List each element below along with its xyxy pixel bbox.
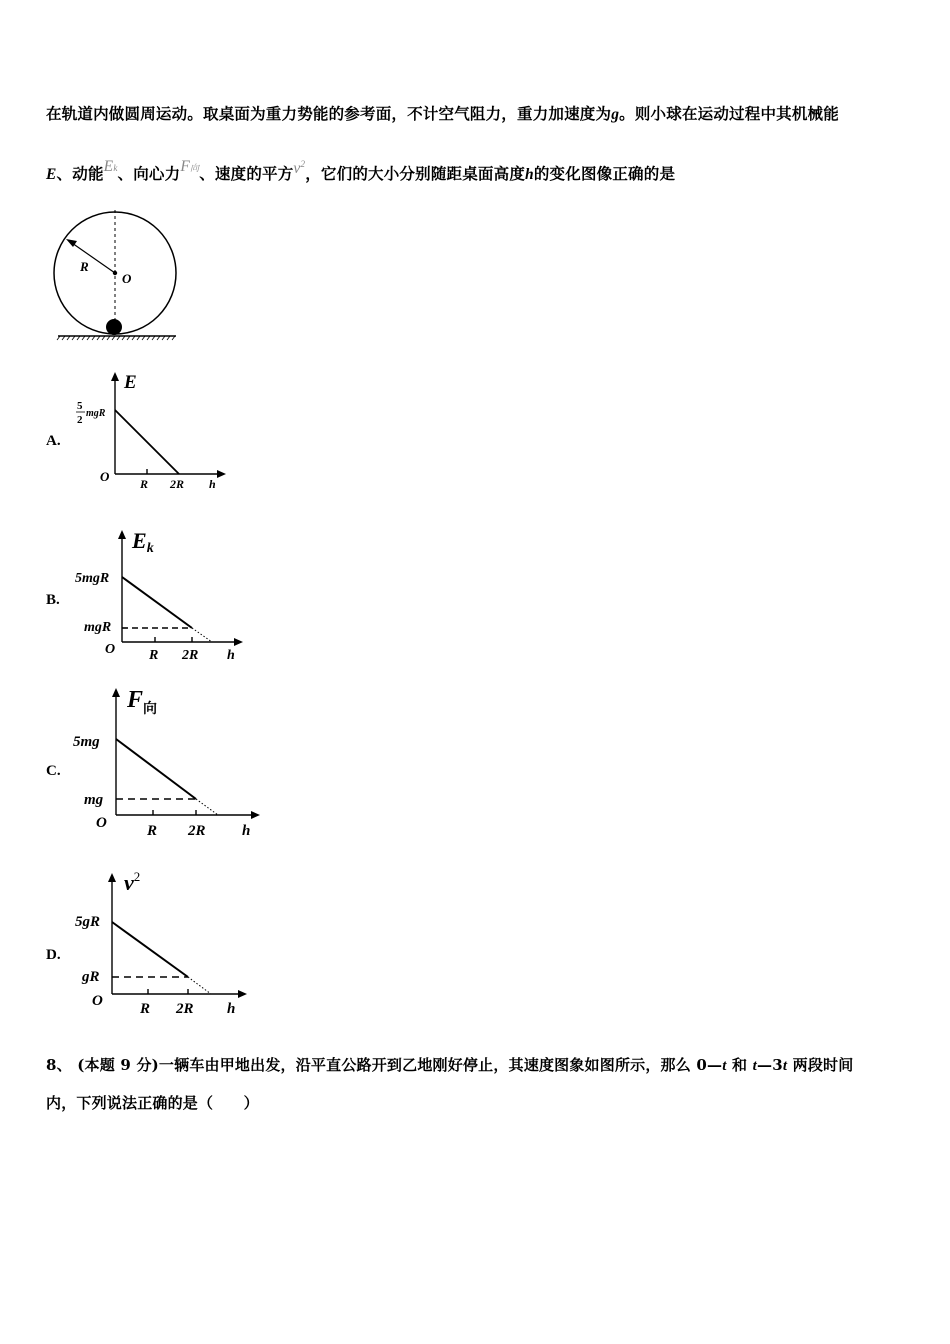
x-axis-label: h	[242, 823, 251, 839]
x-tick-2R: 2R	[182, 648, 199, 663]
option-B-label[interactable]: B.	[46, 592, 60, 608]
center-label: O	[122, 271, 132, 286]
question-8-line-1: 8、 (本题 9 分)一辆车由甲地出发，沿平直公路开到乙地刚好停止，其速度图象如图所示，那么 0—t 和 t—3t 两段时间	[46, 1056, 854, 1074]
radius-arrow	[72, 243, 115, 273]
origin-label: O	[96, 815, 107, 831]
y-top-value: mgR	[86, 408, 106, 419]
option-C-graph	[72, 682, 272, 842]
y-axis-label: $v^2$	[124, 869, 141, 895]
question-text-line-2: E、动能Ek、向心力F向、速度的平方$v^2$，它们的大小分别随距桌面高度h的变化图像正确的是	[46, 158, 676, 183]
y-low-value: mgR	[84, 620, 112, 635]
symbol-t: t	[722, 1058, 727, 1074]
option-C-label[interactable]: C.	[46, 763, 61, 779]
velocity-squared-line	[112, 922, 188, 977]
y-top-fraction-denominator: 2	[77, 414, 83, 426]
origin-label: O	[105, 642, 116, 657]
dotted-extension	[196, 799, 218, 815]
x-axis-arrow	[251, 811, 260, 819]
symbol-E: E	[46, 166, 57, 183]
symbol-t: t	[752, 1058, 757, 1074]
circular-track-figure	[50, 205, 190, 350]
kinetic-energy-line	[122, 577, 192, 628]
option-B-graph	[72, 525, 252, 665]
question-8-line-2: 内，下列说法正确的是（ ）	[46, 1094, 259, 1112]
x-axis-label: h	[209, 477, 216, 491]
x-tick-2R: 2R	[188, 823, 206, 839]
x-tick-R: R	[149, 648, 159, 663]
y-axis-arrow	[118, 530, 126, 539]
y-axis-label: Ek	[132, 528, 154, 556]
y-low-value: gR	[82, 969, 100, 985]
x-tick-R: R	[140, 1001, 151, 1017]
y-axis-arrow	[112, 688, 120, 697]
symbol-h: h	[525, 166, 534, 183]
question-text-line-1: 在轨道内做圆周运动。取桌面为重力势能的参考面，不计空气阻力，重力加速度为g。则小球在运动过程中其机械能	[46, 104, 839, 123]
radius-label: R	[80, 259, 89, 274]
center-dot	[113, 271, 117, 275]
x-tick-2R: 2R	[176, 1001, 194, 1017]
energy-line	[115, 410, 179, 474]
symbol-F-centripetal: F向	[180, 158, 200, 175]
centripetal-force-line	[116, 739, 196, 799]
y-top-value: 5mgR	[75, 571, 110, 586]
symbol-g: g	[611, 106, 620, 123]
option-A-graph	[70, 368, 240, 498]
dotted-extension	[188, 977, 211, 994]
symbol-v-squared: $v^2$	[293, 158, 306, 177]
x-axis-arrow	[234, 638, 243, 646]
y-low-value: mg	[84, 792, 104, 808]
x-tick-2R: 2R	[170, 477, 185, 491]
y-top-fraction-numerator: 5	[77, 400, 83, 412]
option-D-label[interactable]: D.	[46, 947, 61, 963]
x-axis-arrow	[217, 470, 226, 478]
origin-label: O	[92, 993, 103, 1009]
x-axis-label: h	[227, 1001, 236, 1017]
origin-label: O	[100, 469, 110, 484]
option-A-label[interactable]: A.	[46, 433, 61, 449]
symbol-t: t	[782, 1058, 788, 1074]
y-axis-label: E	[124, 372, 137, 393]
y-axis-arrow	[108, 873, 116, 882]
y-axis-label: $F_向$	[127, 687, 158, 717]
x-tick-R: R	[147, 823, 158, 839]
symbol-Ek: Ek	[103, 158, 118, 175]
y-top-value: 5gR	[75, 914, 101, 930]
x-axis-arrow	[238, 990, 247, 998]
x-axis-label: h	[227, 648, 235, 663]
dotted-extension	[192, 628, 212, 642]
ball	[106, 319, 122, 335]
y-axis-arrow	[111, 372, 119, 381]
x-tick-R: R	[140, 477, 149, 491]
option-D-graph	[72, 865, 262, 1020]
y-top-value: 5mg	[73, 734, 100, 750]
